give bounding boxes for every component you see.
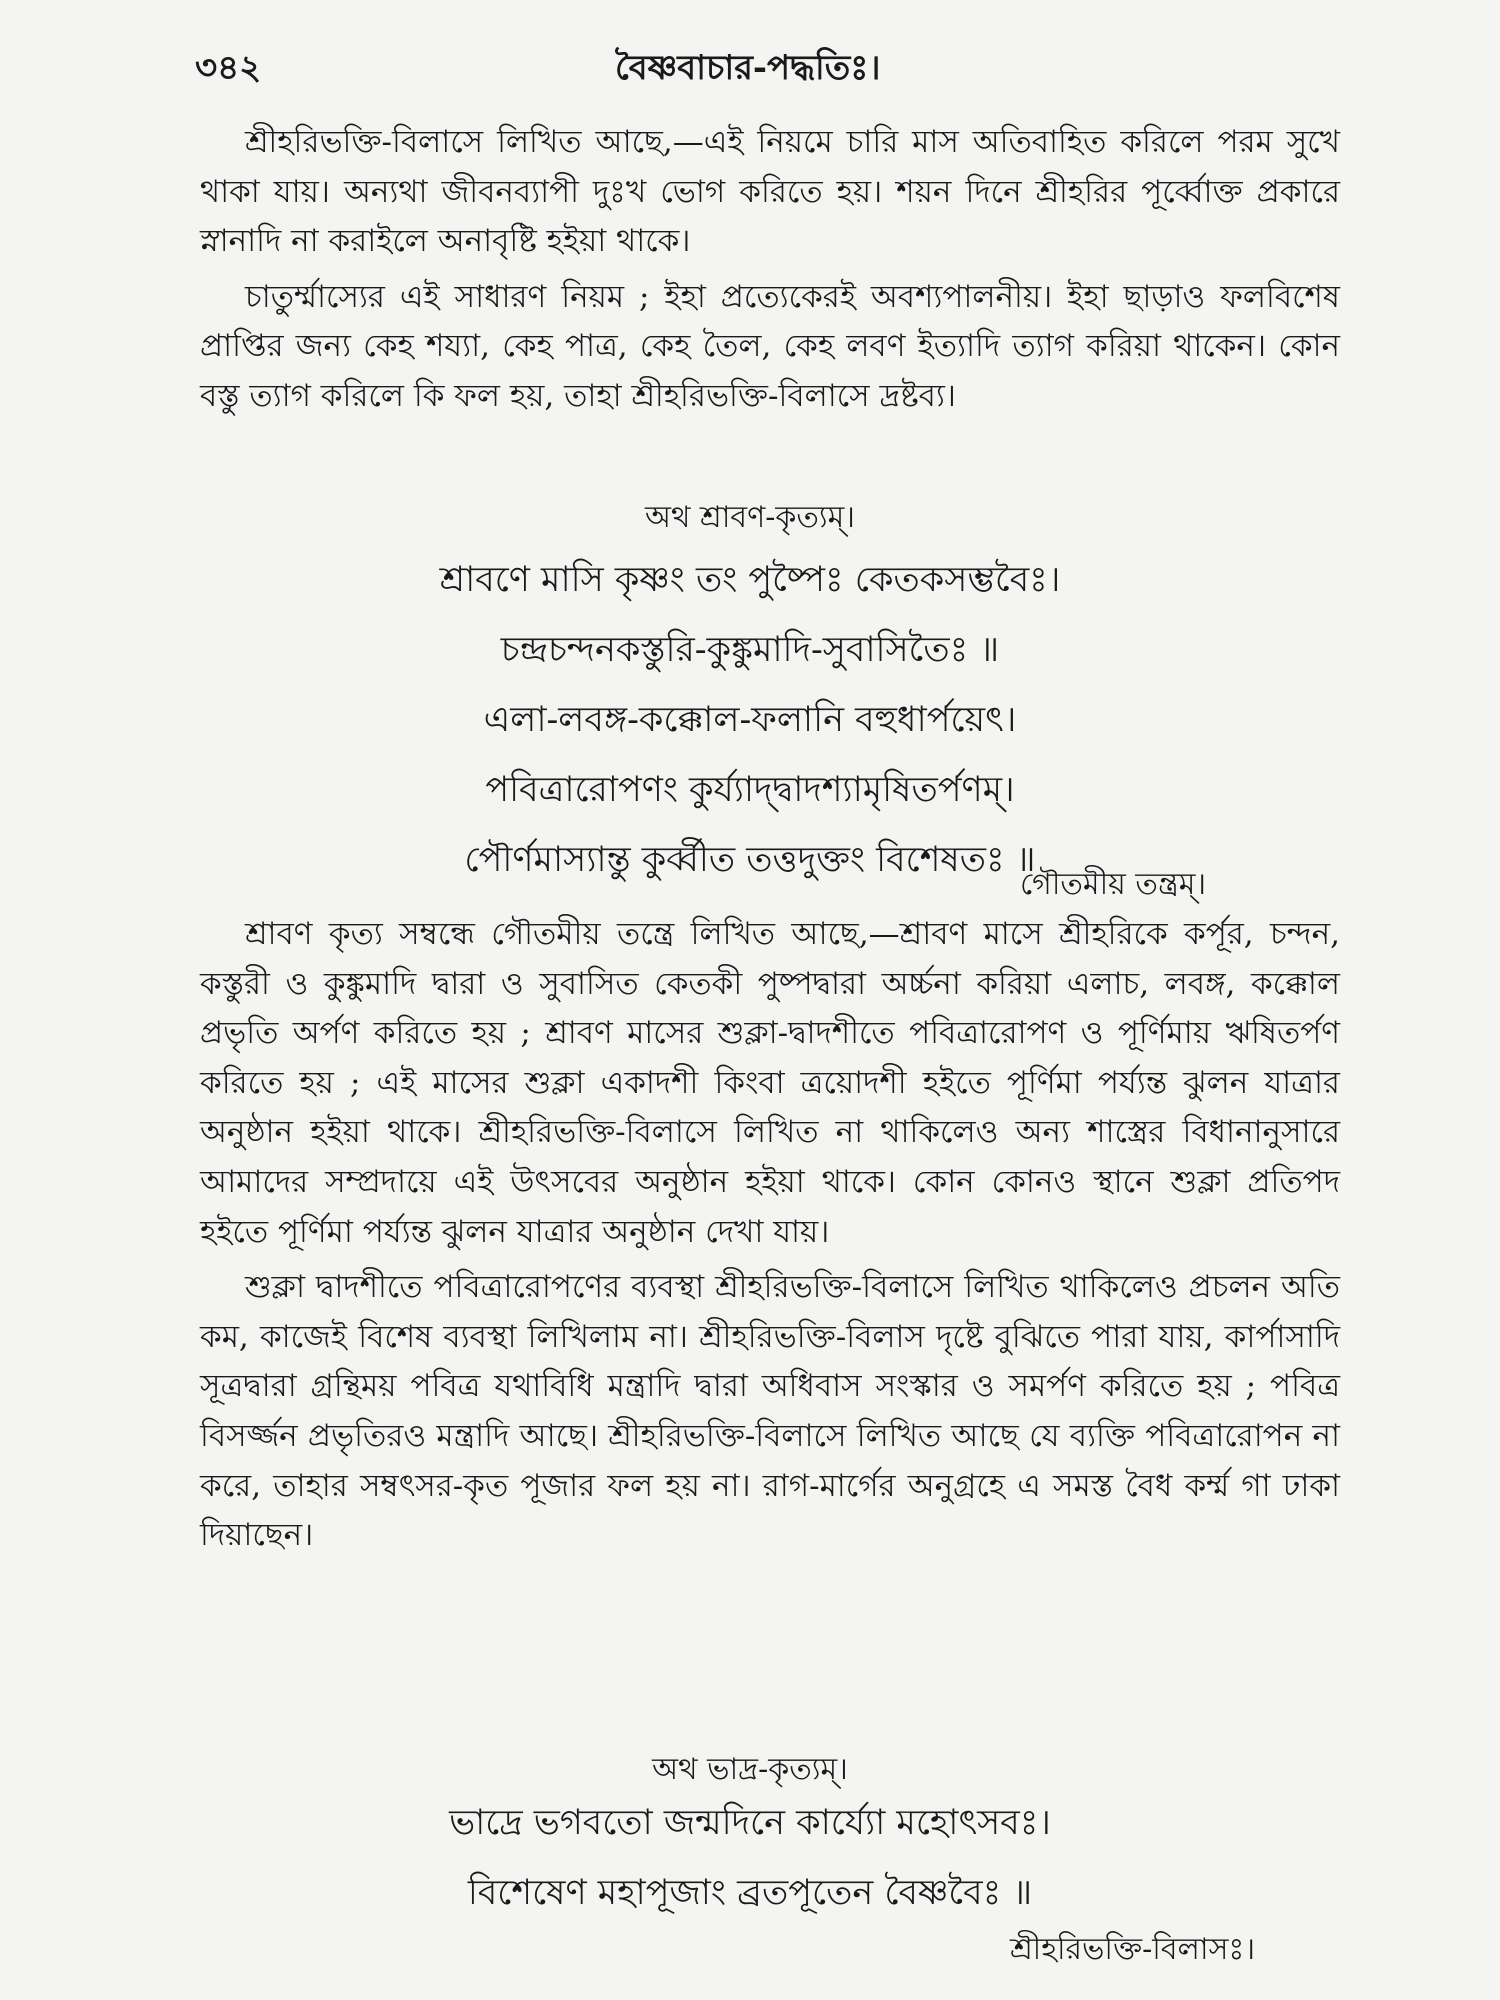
paragraph: শুক্লা দ্বাদশীতে পবিত্রারোপণের ব্যবস্থা শ্রীহরিভক্তি-বিলাসে লিখিত থাকিলেও প্রচলন অতি কম, কাজেই বিশেষ ব্যবস্থা লিখিলাম না। শ্রীহরিভক্তি-বিলাস দৃষ্টে বুঝিতে পারা যায়, কার্পাসাদি সূত্রদ্বারা গ্রন্থিময় পবিত্র যথাবিধি মন্ত্রাদি দ্বারা অধিবাস সংস্কার ও সমর্পণ করিতে হয় ; পবিত্র বিসর্জ্জন প্রভৃতিরও মন্ত্রাদি আছে। শ্রীহরিভক্তি-বিলাসে লিখিত আছে যে ব্যক্তি পবিত্রারোপন না করে, তাহার সম্বৎসর-কৃত পূজার ফল হয় না। রাগ-মার্গের অনুগ্রহে এ সমস্ত বৈধ কর্ম্ম গা ঢাকা দিয়াছেন। <box>200 1269 1340 1554</box>
paragraph: শ্রীহরিভক্তি-বিলাসে লিখিত আছে,—এই নিয়মে চারি মাস অতিবাহিত করিলে পরম সুখে থাকা যায়। অন্যথা জীবনব্যাপী দুঃখ ভোগ করিতে হয়। শয়ন দিনে শ্রীহরির পূর্ব্বোক্ত প্রকারে স্নানাদি না করাইলে অনাবৃষ্টি হইয়া থাকে। <box>200 124 1340 260</box>
paragraph: চাতুর্ম্মাস্যের এই সাধারণ নিয়ম ; ইহা প্রত্যেকেরই অবশ্যপালনীয়। ইহা ছাড়াও ফলবিশেষ প্রাপ্তির জন্য কেহ শয্যা, কেহ পাত্র, কেহ তৈল, কেহ লবণ ইত্যাদি ত্যাগ করিয়া থাকেন। কোন বস্তু ত্যাগ করিলে কি ফল হয়, তাহা শ্রীহরিভক্তি-বিলাসে দ্রষ্টব্য। <box>200 278 1340 414</box>
verse-line: শ্রাবণে মাসি কৃষ্ণং তং পুষ্পৈঃ কেতকসম্ভবৈঃ। <box>439 560 1061 600</box>
verse-line: পবিত্রারোপণং কুর্য্যাদ্দ্বাদশ্যামৃষিতর্পণম্। <box>485 770 1015 810</box>
verse-block-bhadra <box>0 1788 1500 1928</box>
verse-line: এলা-লবঙ্গ-কক্কোল-ফলানি বহুধার্পয়েৎ। <box>483 700 1017 740</box>
running-title: বৈষ্ণবাচার-পদ্ধতিঃ। <box>615 48 881 88</box>
attribution-gautamiya: গৌতমীয় তন্ত্রম্। <box>1020 867 1207 902</box>
section-heading-shravan: অথ শ্রাবণ-কৃত্যম্। <box>644 500 855 535</box>
prose-block-2 <box>200 910 1340 1567</box>
verse-line: চন্দ্রচন্দনকস্তুরি-কুঙ্কুমাদি-সুবাসিতৈঃ ॥ <box>500 630 1000 670</box>
paragraph: শ্রাবণ কৃত্য সম্বন্ধে গৌতমীয় তন্ত্রে লিখিত আছে,—শ্রাবণ মাসে শ্রীহরিকে কর্পূর, চন্দন, কস্তুরী ও কুঙ্কুমাদি দ্বারা ও সুবাসিত কেতকী পুষ্পদ্বারা অর্চ্চনা করিয়া এলাচ, লবঙ্গ, কক্কোল প্রভৃতি অর্পণ করিতে হয় ; শ্রাবণ মাসের শুক্লা-দ্বাদশীতে পবিত্রারোপণ ও পূর্ণিমায় ঋষিতর্পণ করিতে হয় ; এই মাসের শুক্লা একাদশী কিংবা ত্রয়োদশী হইতে পূর্ণিমা পর্য্যন্ত ঝুলন যাত্রার অনুষ্ঠান হইয়া থাকে। শ্রীহরিভক্তি-বিলাসে লিখিত না থাকিলেও অন্য শাস্ত্রের বিধানানুসারে আমাদের সম্প্রদায়ে এই উৎসবের অনুষ্ঠান হইয়া থাকে। কোন কোনও স্থানে শুক্লা প্রতিপদ হইতে পূর্ণিমা পর্য্যন্ত ঝুলন যাত্রার অনুষ্ঠান দেখা যায়। <box>200 916 1340 1250</box>
section-heading-bhadra: অথ ভাদ্র-কৃত্যম্। <box>652 1752 848 1787</box>
attribution-haribhakti: শ্রীহরিভক্তি-বিলাসঃ। <box>1010 1932 1256 1967</box>
verse-line: পৌর্ণমাস্যান্তু কুর্ব্বীত তত্তদুক্তং বিশেষতঃ ॥ <box>464 840 1036 880</box>
prose-block-1 <box>200 118 1340 428</box>
page-number: ৩৪২ <box>195 48 262 88</box>
page-header <box>195 42 1350 92</box>
verse-line: বিশেষেণ মহাপূজাং ব্রতপূতেন বৈষ্ণবৈঃ ॥ <box>467 1873 1033 1913</box>
verse-line: ভাদ্রে ভগবতো জন্মদিনে কার্য্যো মহোৎসবঃ। <box>449 1803 1051 1843</box>
verse-block-shravan <box>0 545 1500 895</box>
